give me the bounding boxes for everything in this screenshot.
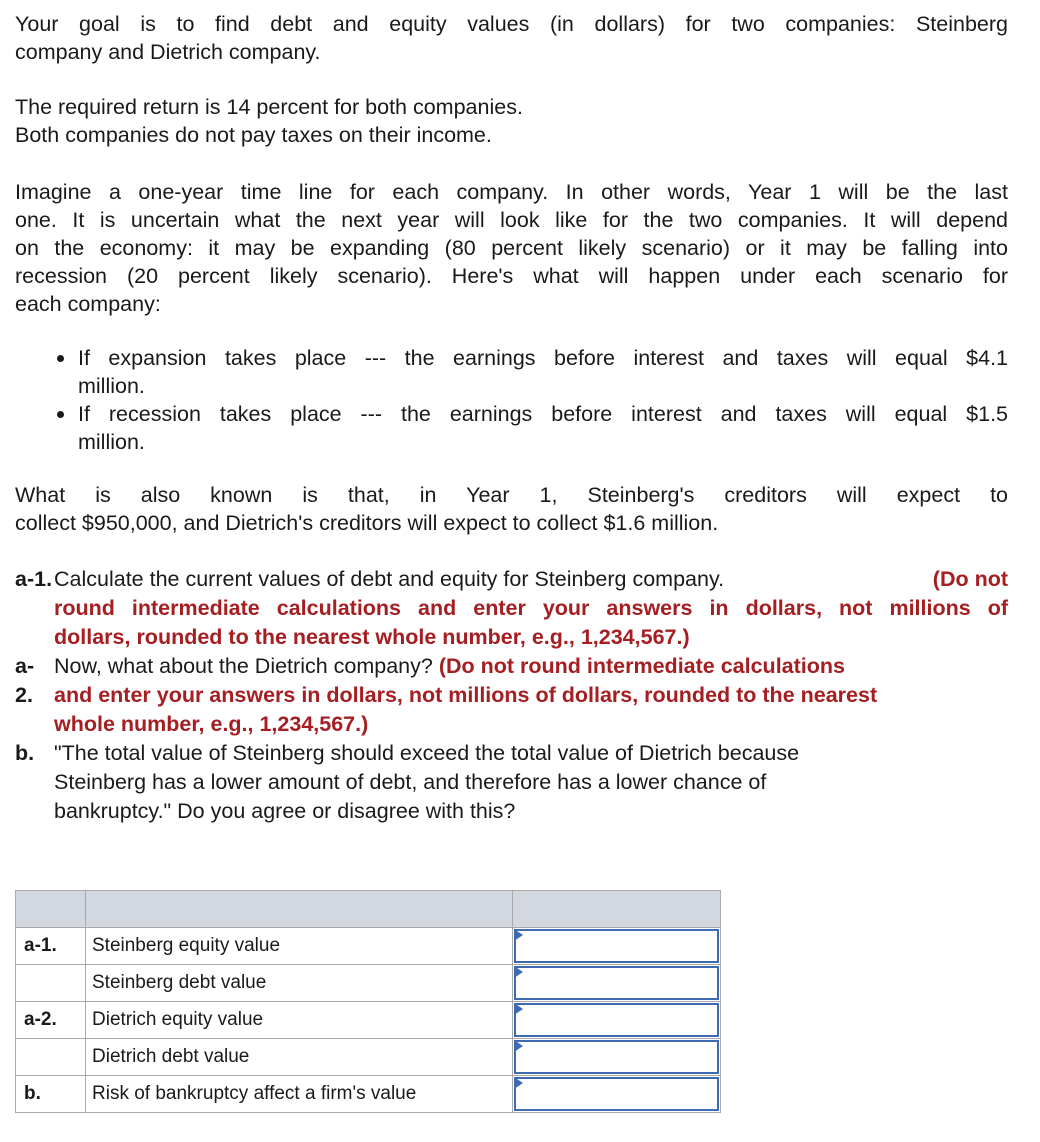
table-row [16,965,721,1002]
question-a2-label: a- 2. [15,654,35,707]
question-b-line: bankruptcy." Do you agree or disagree with this? [54,799,516,823]
table-row [16,1002,721,1039]
question-b-line: Steinberg has a lower amount of debt, and therefore has a lower chance of [54,770,767,794]
question-b-line: "The total value of Steinberg should exceed the total value of Dietrich because [54,741,800,765]
question-a2-instruction: and enter your answers in dollars, not millions of dollars, rounded to the nearest [54,683,878,707]
row-part-label: a-1. [16,928,86,965]
creditors-line: What is also known is that, in Year 1, Steinberg's creditors will expect to [15,483,1008,507]
question-b-label: b. [15,741,35,765]
bankruptcy-risk-select[interactable] [514,1077,719,1111]
question-a2 [15,652,1008,739]
scenario-line: each company: [15,292,161,316]
assumptions-paragraph [15,93,1008,149]
question-a1-instruction: dollars, rounded to the nearest whole number, e.g., 1,234,567.) [54,625,690,649]
table-row [16,1076,721,1113]
row-part-label [16,965,86,1002]
bullet-expansion: If expansion takes place --- the earnings before interest and taxes will equal $4.1 million. [55,344,1008,400]
scenario-bullets [55,344,1008,456]
goal-paragraph [15,10,1008,66]
question-a1 [15,565,1008,652]
question-a2-instruction: whole number, e.g., 1,234,567.) [54,712,369,736]
question-b [15,739,1008,826]
table-row [16,928,721,965]
goal-line: Your goal is to find debt and equity values (in dollars) for two companies: Steinberg [15,12,1008,36]
table-row [16,1039,721,1076]
question-a1-text: Calculate the current values of debt and equity for Steinberg company. [54,567,725,591]
answer-table-header [16,891,721,928]
input-flag-icon [514,966,523,978]
input-flag-icon [514,1077,523,1089]
scenario-line: recession (20 percent likely scenario). Here's what will happen under each scenario for [15,264,1008,288]
bullet-dot-icon [57,411,64,418]
row-item-label: Steinberg equity value [86,928,513,965]
input-flag-icon [514,929,523,941]
creditors-line: collect $950,000, and Dietrich's creditors will expect to collect $1.6 million. [15,511,719,535]
row-item-label: Risk of bankruptcy affect a firm's value [86,1076,513,1113]
answer-table [15,890,721,1113]
steinberg-equity-input[interactable] [514,929,719,963]
scenario-line: one. It is uncertain what the next year will look like for the two companies. It will depend [15,208,1008,232]
row-part-label: a-2. [16,1002,86,1039]
question-a2-text: Now, what about the Dietrich company? [54,654,433,678]
row-item-label: Steinberg debt value [86,965,513,1002]
question-a1-instruction: round intermediate calculations and enter your answers in dollars, not millions of [54,596,1008,620]
bullet-dot-icon [57,355,64,362]
question-a1-label: a-1. [15,567,53,591]
row-item-label: Dietrich debt value [86,1039,513,1076]
scenario-line: on the economy: it may be expanding (80 percent likely scenario) or it may be falling into [15,236,1008,260]
row-item-label: Dietrich equity value [86,1002,513,1039]
row-part-label: b. [16,1076,86,1113]
goal-line: company and Dietrich company. [15,40,321,64]
bullet-recession: If recession takes place --- the earnings before interest and taxes will equal $1.5 million. [55,400,1008,456]
row-part-label [16,1039,86,1076]
input-flag-icon [514,1040,523,1052]
steinberg-debt-input[interactable] [514,966,719,1000]
dietrich-equity-input[interactable] [514,1003,719,1037]
scenario-paragraph [15,178,1008,318]
dietrich-debt-input[interactable] [514,1040,719,1074]
question-a2-instruction: (Do not round intermediate calculations [438,654,845,678]
creditors-paragraph [15,481,1008,537]
assumption-line: The required return is 14 percent for both companies. [15,95,523,119]
input-flag-icon [514,1003,523,1015]
question-a1-instruction: (Do not [932,567,1008,591]
scenario-line: Imagine a one-year time line for each company. In other words, Year 1 will be the last [15,180,1008,204]
assumption-line: Both companies do not pay taxes on their income. [15,123,492,147]
